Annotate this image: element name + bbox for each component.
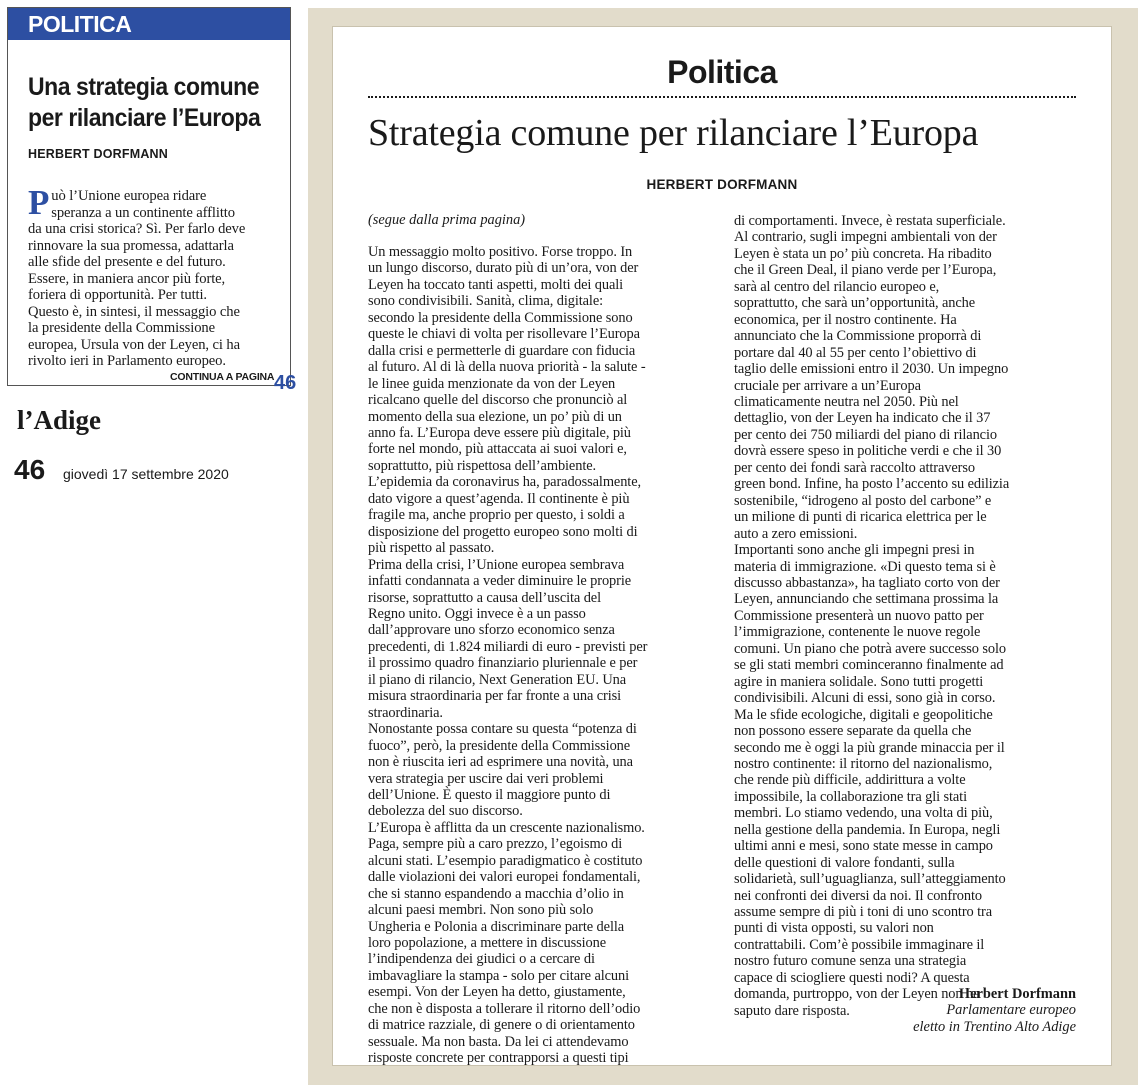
article-byline: HERBERT DORFMANN xyxy=(646,177,798,192)
front-page-teaser[interactable] xyxy=(7,7,297,394)
teaser-dropcap: P xyxy=(28,183,50,222)
teaser-section-band xyxy=(8,8,290,40)
article-section-label: Politica xyxy=(667,54,777,90)
signature-role-line1: Parlamentare europeo xyxy=(946,1002,1076,1019)
teaser-body xyxy=(28,183,284,370)
continue-label[interactable]: CONTINUA A PAGINA xyxy=(170,371,275,383)
article-column-left: Un messaggio molto positivo. Forse troppo. In un lungo discorso, durato più di un’ora, von der Leyen ha toccato tanti aspetti, molti dei quali sono condivisibili. Sanità, clima, digitale: secondo la presidente della Commissione sono queste le chiavi di volta per risollevare l’Europa dalla crisi e permetterle di guardare con fiducia al futuro. Al di là della nuova priorità - la salute - le linee guida menzionate da von der Leyen ricalcano quelle del discorso che pronunciò al momento della sua elezione, un po’ più di un anno fa. L’Europa deve essere più digitale, più forte nel mondo, più attaccata ai suoi valori e, soprattutto, più rispettosa dell’ambiente. L’epidemia da coronavirus ha, paradossalmente, dato vigore a quest’agenda. Il continente è più fragile ma, anche proprio per questo, i soldi a disposizione del progetto europeo sono molti di più rispetto al passato. Prima della crisi, l’Unione europea sembrava infatti condannata a veder diminuire le proprie risorse, soprattutto a causa dell’uscita del Regno unito. Oggi invece è a un passo dall’approvare uno sforzo economico senza precedenti, di 1.824 miliardi di euro - previsti per il prossimo quadro finanziario pluriennale e per il piano di rilancio, Next Generation EU. Una misura straordinaria per far fronte a una crisi straordinaria. Nonostante possa contare su questa “potenza di fuoco”, però, la presidente della Commissione non è riuscita ieri ad esprimere una novità, una vera strategia per uscire dai veri problemi dell’Unione. È questo il maggiore punto di debolezza del suo discorso. L’Europa è afflitta da un crescente nazionalismo. Paga, sempre più a caro prezzo, l’egoismo di alcuni stati. L’esempio paradigmatico è costituto dalle violazioni dei valori europei fondamentali, che si stanno espandendo a macchia d’olio in alcuni paesi membri. Non sono più solo Ungheria e Polonia a discriminare parte della loro popolazione, a mettere in discussione l’indipendenza dei giudici o a cercare di imbavagliare la stampa - solo per citare alcuni esempi. Von der Leyen ha detto, giustamente, che non è disposta a tollerare il ritorno dell’odio di matrice razziale, di genere o di orientamento sessuale. Ma non basta. Da lei ci attendevamo risposte concrete per contrapporsi a questi tipi xyxy=(368,244,648,1067)
teaser-section-label: POLITICA xyxy=(28,11,132,37)
signature-name: Herbert Dorfmann xyxy=(958,986,1076,1002)
continue-page-number[interactable]: 46 xyxy=(274,372,297,394)
dotted-divider xyxy=(368,96,1076,98)
article-segue-note: (segue dalla prima pagina) xyxy=(368,212,526,228)
signature-role-line2: eletto in Trentino Alto Adige xyxy=(913,1018,1076,1035)
teaser-title: Una strategia comune per rilanciare l’Europa xyxy=(28,73,261,132)
folio-page-number: 46 xyxy=(14,454,46,485)
article-signature xyxy=(913,986,1076,1035)
folio-date: giovedì 17 settembre 2020 xyxy=(63,466,229,482)
teaser-body-text: uò l’Unione europea ridare speranza a un continente afflitto da una crisi storica? Sì. Per farlo deve rinnovare la sua promessa, adattarla alle sfide del presente e del futuro. Essere, in maniera ancor più forte, foriera di opportunità. Per tutti. Questo è, in sintesi, il messaggio che la presidente della Commissione europea, Ursula von der Leyen, ci ha rivolto ieri in Parlamento europeo. xyxy=(28,188,246,369)
newspaper-masthead: l’Adige xyxy=(17,405,101,435)
article-headline: Strategia comune per rilanciare l’Europa xyxy=(368,112,979,154)
teaser-author: HERBERT DORFMANN xyxy=(28,147,168,161)
article-column-right: di comportamenti. Invece, è restata superficiale. Al contrario, sugli impegni ambientali von der Leyen è stata un po’ più concreta. Ha ribadito che il Green Deal, il piano verde per l’Europa, sarà al centro del rilancio europeo e, soprattutto, che sarà un’opportunità, anche economica, per il nostro continente. Ha annunciato che la Commissione proporrà di portare dal 40 al 55 per cento l’obiettivo di taglio delle emissioni entro il 2030. Un impegno cruciale per arrivare a un’Europa climaticamente neutra nel 2050. Più nel dettaglio, von der Leyen ha indicato che il 37 per cento dei 750 miliardi del piano di rilancio dovrà essere speso in politiche verdi e che il 30 per cento dei fondi sarà raccolto attraverso green bond. Infine, ha posto l’accento su edilizia sostenibile, “idrogeno al posto del carbone” e un milione di punti di ricarica elettrica per le auto a zero emissioni. Importanti sono anche gli impegni presi in materia di immigrazione. «Di questo tema si è discusso abbastanza», ha tagliato corto von der Leyen, annunciando che settimana prossima la Commissione presenterà un nuovo patto per l’immigrazione, contenente le nuove regole comuni. Un piano che potrà avere successo solo se gli stati membri cominceranno finalmente ad agire in maniera solidale. Sono tutti progetti condivisibili. Alcuni di essi, sono già in corso. Ma le sfide ecologiche, digitali e geopolitiche non possono essere separate da quella che secondo me è oggi la più grande minaccia per il nostro continente: il ritorno del nazionalismo, che rende più difficile, addirittura a volte impossibile, la collaborazione tra gli stati membri. Lo stiamo vedendo, una volta di più, nella gestione della pandemia. In Europa, negli ultimi anni e mesi, sono state messe in campo delle questioni di valore fondanti, sulla solidarietà, sull’uguaglianza, sull’atteggiamento nei confronti dei diversi da noi. Il confronto assume sempre di più i toni di uno scontro tra punti di vista opposti, su valori non contrattabili. Com’è possibile immaginare il nostro futuro comune senza una strategia capace di sciogliere questi nodi? A questa domanda, purtroppo, von der Leyen non ha saputo dare risposta. xyxy=(734,213,1010,1019)
